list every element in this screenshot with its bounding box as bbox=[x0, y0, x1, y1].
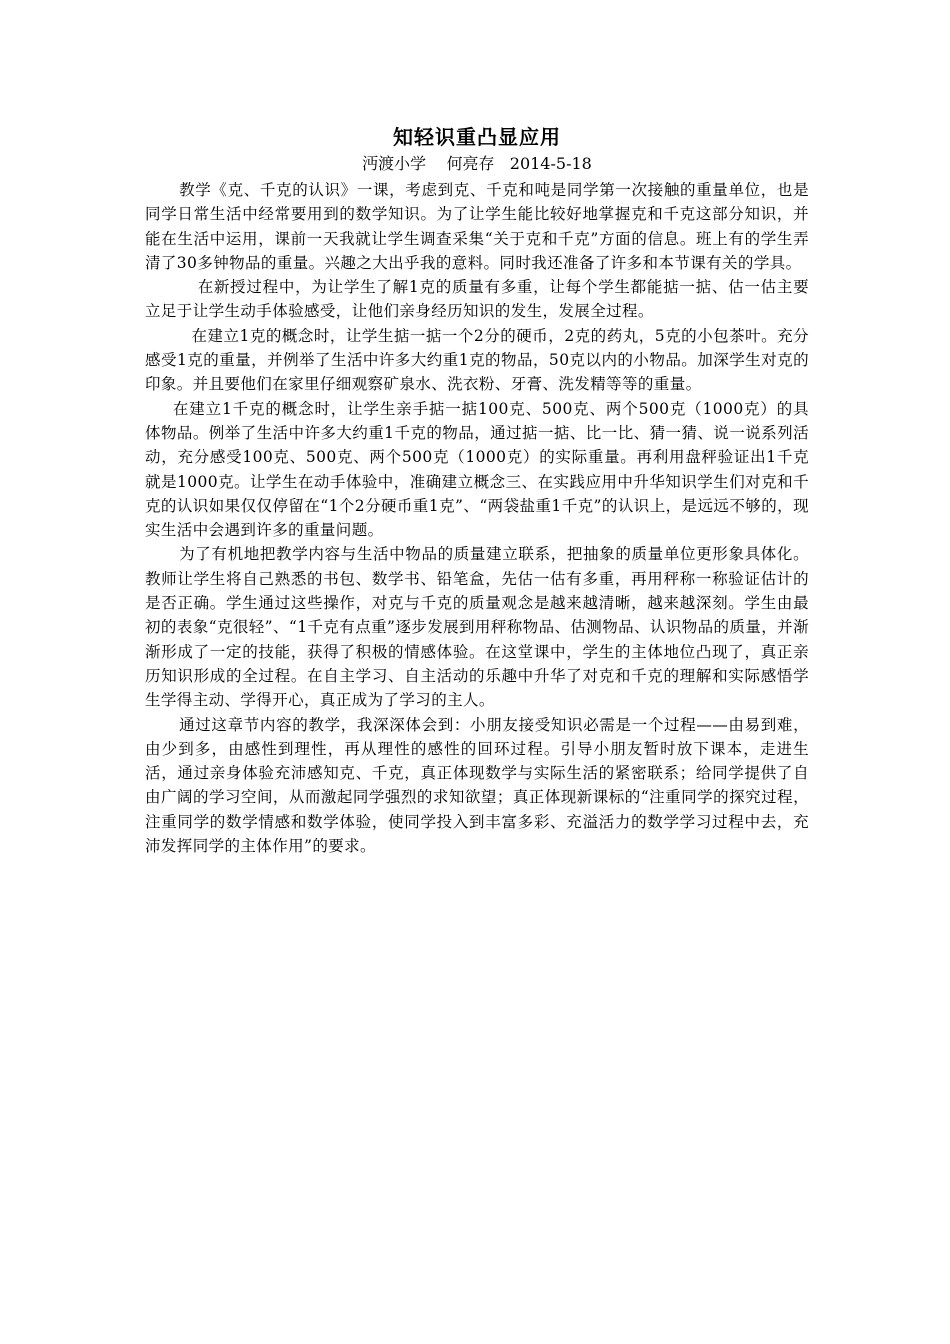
paragraph-new-lesson: 在新授过程中，为让学生了解1克的质量有多重，让每个学生都能掂一掂、估一估主要立足于让学生动手体验感受，让他们亲身经历知识的发生，发展全过程。 bbox=[145, 278, 809, 321]
document-body bbox=[145, 122, 809, 858]
paragraph-one-gram: 在建立1克的概念时，让学生掂一掂一个2分的硬币，2克的药丸，5克的小包茶叶。充分感受1克的重量，并例举了生活中许多大约重1克的物品，50克以内的小物品。加深学生对克的印象。并且要他们在家里仔细观察矿泉水、洗衣粉、牙膏、洗发精等等的重量。 bbox=[145, 326, 809, 394]
document-byline: 沔渡小学 何亮存 2014-5-18 bbox=[362, 154, 592, 173]
paragraph-practice: 为了有机地把教学内容与生活中物品的质量建立联系，把抽象的质量单位更形象具体化。教师让学生将自己熟悉的书包、数学书、铅笔盒，先估一估有多重，再用秤称一称验证估计的是否正确。学生通过这些操作，对克与千克的质量观念是越来越清晰，越来越深刻。学生由最初的表象“克很轻”、“1千克有点重”逐步发展到用秤称物品、估测物品、认识物品的质量，并渐渐形成了一定的技能，获得了积极的情感体验。在这堂课中，学生的主体地位凸现了，真正亲历知识形成的全过程。在自主学习、自主活动的乐趣中升华了对克和千克的理解和实际感悟学生学得主动、学得开心，真正成为了学习的主人。 bbox=[145, 545, 809, 710]
paragraph-intro: 教学《克、千克的认识》一课，考虑到克、千克和吨是同学第一次接触的重量单位，也是同学日常生活中经常要用到的数学知识。为了让学生能比较好地掌握克和千克这部分知识，并能在生活中运用，课前一天我就让学生调查采集“关于克和千克”方面的信息。班上有的学生弄清了30多钟物品的重量。兴趣之大出乎我的意料。同时我还准备了许多和本节课有关的学具。 bbox=[145, 181, 809, 272]
paragraph-reflection: 通过这章节内容的教学，我深深体会到：小朋友接受知识必需是一个过程——由易到难，由少到多，由感性到理性，再从理性的感性的回环过程。引导小朋友暂时放下课本，走进生活，通过亲身体验充沛感知克、千克，真正体现数学与实际生活的紧密联系；给同学提供了自由广阔的学习空间，从而激起同学强烈的求知欲望；真正体现新课标的“注重同学的探究过程，注重同学的数学情感和数学体验，使同学投入到丰富多彩、充溢活力的数学学习过程中去，充沛发挥同学的主体作用”的要求。 bbox=[145, 715, 809, 856]
paragraph-one-kilogram: 在建立1千克的概念时，让学生亲手掂一掂100克、500克、两个500克（1000克）的具体物品。例举了生活中许多大约重1千克的物品，通过掂一掂、比一比、猜一猜、说一说系列活动，充分感受100克、500克、两个500克（1000克）的实际重量。再利用盘秤验证出1千克就是1000克。让学生在动手体验中，准确建立概念三、在实践应用中升华知识学生们对克和千克的认识如果仅仅停留在“1个2分硬币重1克”、“两袋盐重1千克”的认识上，是远远不够的，现实生活中会遇到许多的重量问题。 bbox=[145, 399, 809, 540]
document-title: 知轻识重凸显应用 bbox=[393, 125, 561, 149]
